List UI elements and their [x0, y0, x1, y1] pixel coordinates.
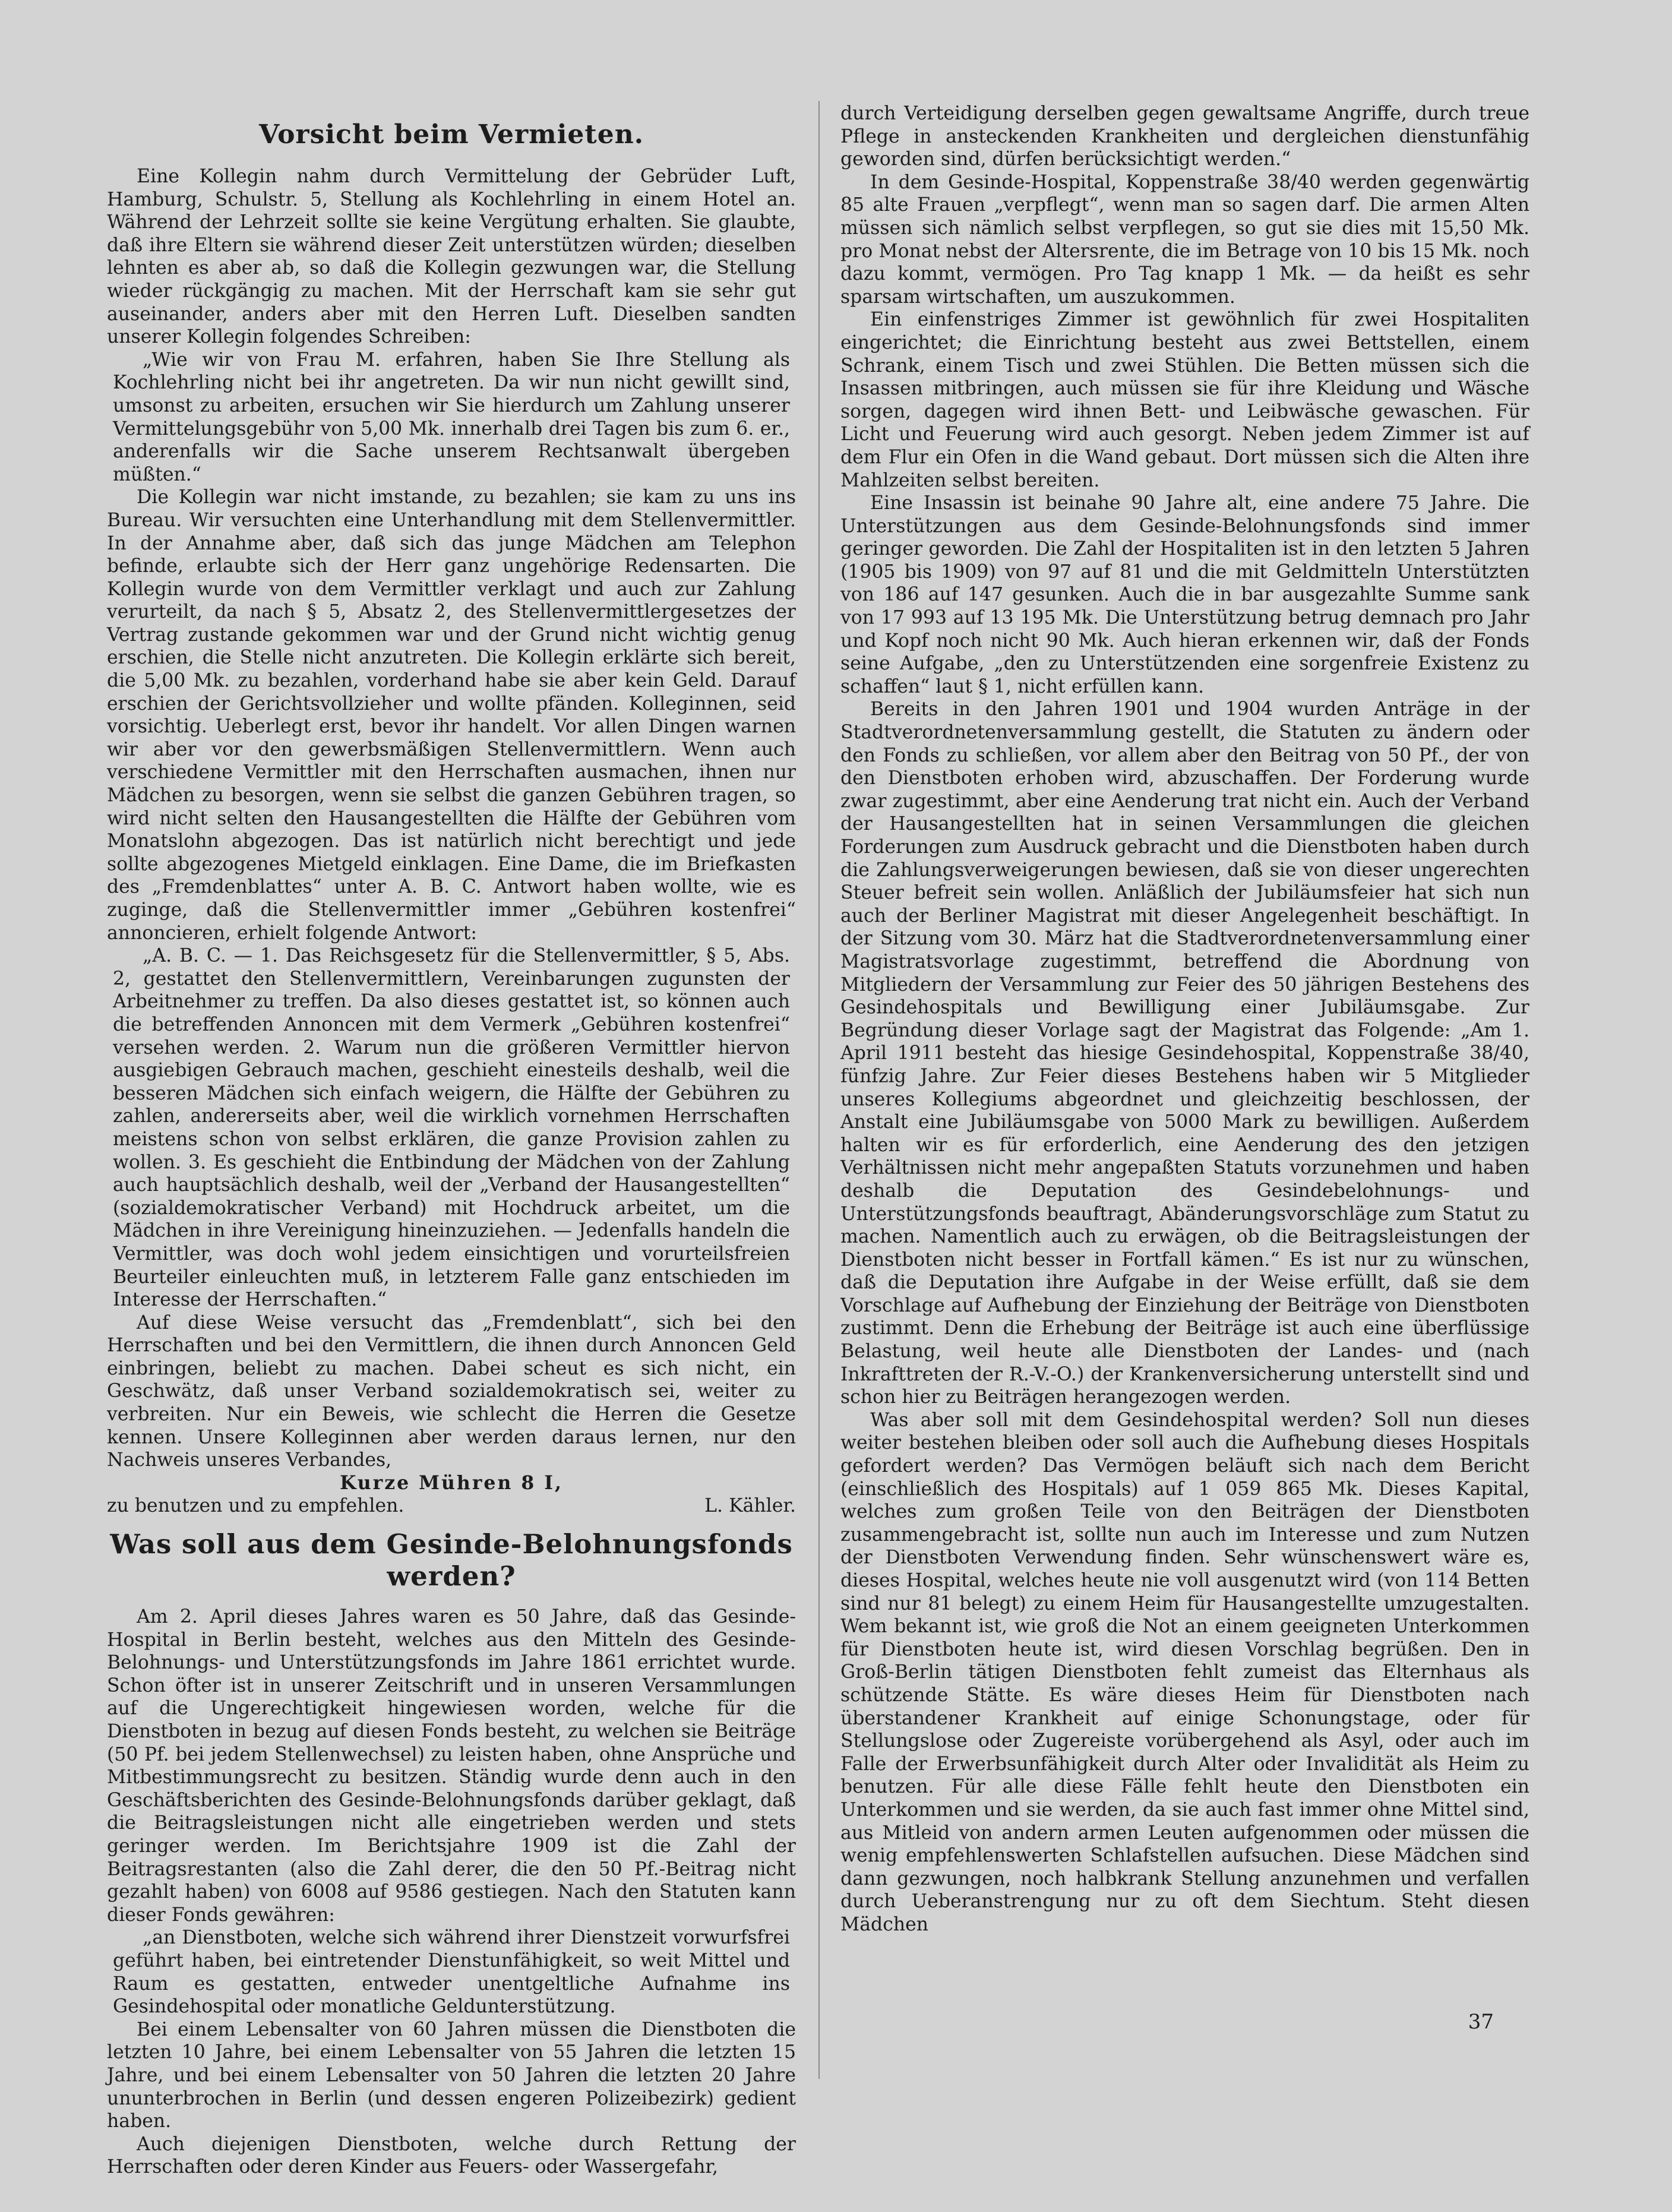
right-column	[840, 102, 1529, 1936]
article1-closing: zu benutzen und zu empfehlen.	[107, 1495, 404, 1517]
article2-paragraph: Was aber soll mit dem Gesindehospital werden? Soll nun dieses weiter bestehen bleiben oder soll auch die Aufhebung dieses Hospitals gefordert werden? Das Vermögen beläuft sich nach dem Bericht (einschließlich des Hospitals) auf 1 059 865 Mk. Dieses Kapital, welches zum großen Teile von den Beiträgen der Dienstboten zusammengebracht ist, sollte nun auch im Interesse und zum Nutzen der Dienstboten Verwendung finden. Sehr wünschenswert wäre es, dieses Hospital, welches heute nie voll ausgenutzt wird (von 114 Betten sind nur 81 belegt) zu einem Heim für Hausangestellte umzugestalten. Wem bekannt ist, wie groß die Not an einem geeigneten Unterkommen für Dienstboten heute ist, wird diesen Vorschlag begrüßen. Den in Groß-Berlin tätigen Dienstboten fehlt zumeist das Elternhaus als schützende Stätte. Es wäre dieses Heim für Dienstboten nach überstandener Krankheit auf einige Schonungstage, oder für Stellungslose oder Zugereiste vorübergehend als Asyl, oder auch im Falle der Erwerbsunfähigkeit durch Alter oder Invalidität als Heim zu benutzen. Für alle diese Fälle fehlt heute den Dienstboten ein Unterkommen und sie werden, da sie auch fast immer ohne Mittel sind, aus Mitleid von andern armen Leuten aufgenommen oder müssen die wenig empfehlenswerten Schlafstellen aufsuchen. Diese Mädchen sind dann gezwungen, noch halbkrank Stellung anzunehmen und verfallen durch Ueberanstrengung nur zu oft dem Siechtum. Steht diesen Mädchen	[840, 1409, 1529, 1935]
left-column	[107, 107, 796, 2179]
article2-paragraph: Am 2. April dieses Jahres waren es 50 Jahre, daß das Gesinde-Hospital in Berlin besteht, welches aus den Mitteln des Gesinde-Belohnungs- und Unterstützungsfonds im Jahre 1861 errichtet wurde. Schon öfter ist in unserer Zeitschrift und in unseren Versammlungen auf die Ungerechtigkeit hingewiesen worden, welche für die Dienstboten in bezug auf diesen Fonds besteht, zu welchen sie Beiträge (50 Pf. bei jedem Stellenwechsel) zu leisten haben, ohne Ansprüche und Mitbestimmungsrecht zu besitzen. Ständig wurde denn auch in den Geschäftsberichten des Gesinde-Belohnungsfonds darüber geklagt, daß die Beitragsleistungen nicht alle eingetrieben werden und stets geringer werden. Im Berichtsjahre 1909 ist die Zahl der Beitragsrestanten (also die Zahl derer, die den 50 Pf.-Beitrag nicht gezahlt haben) von 6008 auf 9586 gestiegen. Nach den Statuten kann dieser Fonds gewähren:	[107, 1606, 796, 1926]
article1-quote: „Wie wir von Frau M. erfahren, haben Sie Ihre Stellung als Kochlehrling nicht bei ihr angetreten. Da wir nun nicht gewillt sind, umsonst zu arbeiten, ersuchen wir Sie hierdurch um Zahlung unserer Vermittelungsgebühr von 5,00 Mk. innerhalb drei Tagen bis zum 6. er., anderenfalls wir die Sache unserem Rechtsanwalt übergeben müßten.“	[113, 349, 790, 485]
article1-quote: „A. B. C. — 1. Das Reichsgesetz für die Stellenvermittler, § 5, Abs. 2, gestattet den Stellenvermittlern, Vereinbarungen zugunsten der Arbeitnehmer zu treffen. Da also dieses gestattet ist, so können auch die betreffenden Annoncen mit dem Vermerk „Gebühren kostenfrei“ versehen werden. 2. Warum nun die größeren Vermittler hiervon ausgiebigen Gebrauch machen, geschieht einesteils deshalb, weil die besseren Mädchen sich einfach weigern, die Hälfte der Gebühren zu zahlen, andererseits aber, weil die wirklich vornehmen Herrschaften meistens schon von selbst erklären, die ganze Provision zahlen zu wollen. 3. Es geschieht die Entbindung der Mädchen von der Zahlung auch hauptsächlich deshalb, weil der „Verband der Hausangestellten“ (sozialdemokratischer Verband) mit Hochdruck arbeitet, um die Mädchen in ihre Vereinigung hineinzuziehen. — Jedenfalls handeln die Vermittler, was doch wohl jedem einsichtigen und vorurteilsfreien Beurteiler einleuchten muß, in letzterem Falle ganz entschieden im Interesse der Herrschaften.“	[113, 945, 790, 1311]
article1-author: L. Kähler.	[704, 1495, 796, 1517]
article2-paragraph: Bereits in den Jahren 1901 und 1904 wurden Anträge in der Stadtverordnetenversammlung gestellt, die Statuten zu ändern oder den Fonds zu schließen, vor allem aber den Beitrag von 50 Pf., der von den Dienstboten erhoben wird, abzuschaffen. Der Forderung wurde zwar zugestimmt, aber eine Aenderung trat nicht ein. Auch der Verband der Hausangestellten hat in seinen Versammlungen die gleichen Forderungen zum Ausdruck gebracht und die Dienstboten haben durch die Zahlungsverweigerungen bewiesen, daß sie von dieser ungerechten Steuer befreit sein wollen. Anläßlich der Jubiläumsfeier hat sich nun auch der Berliner Magistrat mit dieser Angelegenheit beschäftigt. In der Sitzung vom 30. März hat die Stadtverordnetenversammlung einer Magistratsvorlage zugestimmt, betreffend die Abordnung von Mitgliedern der Versammlung zur Feier des 50 jährigen Bestehens des Gesindehospitals und Bewilligung einer Jubiläumsgabe. Zur Begründung dieser Vorlage sagt der Magistrat das Folgende: „Am 1. April 1911 besteht das hiesige Gesindehospital, Koppenstraße 38/40, fünfzig Jahre. Zur Feier dieses Bestehens haben wir 5 Mitglieder unseres Kollegiums abgeordnet und gleichzeitig beschlossen, der Anstalt eine Jubiläumsgabe von 5000 Mark zu bewilligen. Außerdem halten wir es für erforderlich, eine Aenderung des den jetzigen Verhältnissen nicht mehr angepaßten Statuts vorzunehmen und haben deshalb die Deputation des Gesindebelohnungs- und Unterstützungsfonds beauftragt, Abänderungsvorschläge zum Statut zu machen. Namentlich auch zu erwägen, ob die Beitragsleistungen der Dienstboten nicht besser in Fortfall kämen.“ Es ist nur zu wünschen, daß die Deputation ihre Aufgabe in der Weise erfüllt, daß sie dem Vorschlage auf Aufhebung der Einziehung der Beiträge von Dienstboten zustimmt. Denn die Erhebung der Beiträge ist auch eine überflüssige Belastung, weil heute alle Dienstboten der Landes- und (nach Inkrafttreten der R.-V.-O.) der Krankenversicherung unterstellt sind und schon hier zu Beiträgen herangezogen werden.	[840, 699, 1529, 1408]
article2-paragraph: Ein einfenstriges Zimmer ist gewöhnlich für zwei Hospitaliten eingerichtet; die Einrichtung besteht aus zwei Bettstellen, einem Schrank, einem Tisch und zwei Stühlen. Die Betten müssen sich die Insassen mitbringen, auch müssen sie für ihre Kleidung und Wäsche sorgen, dagegen wird ihnen Bett- und Leibwäsche gewaschen. Für Licht und Feuerung wird auch gesorgt. Neben jedem Zimmer ist auf dem Flur ein Ofen in die Wand gebaut. Dort müssen sich die Alten ihre Mahlzeiten selbst bereiten.	[840, 309, 1529, 491]
article2-paragraph: Bei einem Lebensalter von 60 Jahren müssen die Dienstboten die letzten 10 Jahre, bei einem Lebensalter von 55 Jahren die letzten 15 Jahre, und bei einem Lebensalter von 50 Jahren die letzten 20 Jahre ununterbrochen in Berlin (und dessen engeren Polizeibezirk) gedient haben.	[107, 2018, 796, 2132]
article2-paragraph: Auch diejenigen Dienstboten, welche durch Rettung der Herrschaften oder deren Kinder aus Feuers- oder Wassergefahr,	[107, 2133, 796, 2178]
article2-title: Was soll aus dem Gesinde-Belohnungsfonds werden?	[110, 1528, 793, 1592]
article1-signature-row	[107, 1494, 796, 1518]
article1-paragraph: Die Kollegin war nicht imstande, zu bezahlen; sie kam zu uns ins Bureau. Wir versuchten eine Unterhandlung mit dem Stellenvermittler. In der Annahme aber, daß sich das junge Mädchen am Telephon befinde, erlaubte sich der Herr ganz ungehörige Redensarten. Die Kollegin wurde von dem Vermittler verklagt und auch zur Zahlung verurteilt, da nach § 5, Absatz 2, des Stellenvermittlergesetzes der Vertrag zustande gekommen war und der Grund nicht wichtig genug erschien, die Stelle nicht anzutreten. Die Kollegin erklärte sich bereit, die 5,00 Mk. zu bezahlen, vorderhand habe sie aber kein Geld. Darauf erschien der Gerichtsvollzieher und wollte pfänden. Kolleginnen, seid vorsichtig. Ueberlegt erst, bevor ihr handelt. Vor allen Dingen warnen wir aber vor den gewerbsmäßigen Stellenvermittlern. Wenn auch verschiedene Vermittler mit den Herrschaften ausmachen, ihnen nur Mädchen zu besorgen, wenn sie selbst die ganzen Gebühren tragen, so wird nicht selten den Hausangestellten die Hälfte der Gebühren vom Monatslohn abgezogen. Das ist natürlich nicht berechtigt und jede sollte abgezogenes Mietgeld einklagen. Eine Dame, die im Briefkasten des „Fremdenblattes“ unter A. B. C. Antwort haben wollte, wie es zuginge, daß die Stellenvermittler immer „Gebühren kostenfrei“ annoncieren, erhielt folgende Antwort:	[107, 486, 796, 944]
article2-paragraph: durch Verteidigung derselben gegen gewaltsame Angriffe, durch treue Pflege in ansteckenden Krankheiten und dergleichen dienstunfähig geworden sind, dürfen berücksichtigt werden.“	[840, 103, 1529, 170]
article1-paragraph: Auf diese Weise versucht das „Fremdenblatt“, sich bei den Herrschaften und bei den Vermittlern, die ihnen durch Annoncen Geld einbringen, beliebt zu machen. Dabei scheut es sich nicht, ein Geschwätz, daß unser Verband sozialdemokratisch sei, weiter zu verbreiten. Nur ein Beweis, wie schlecht die Herren die Gesetze kennen. Unsere Kolleginnen aber werden daraus lernen, nur den Nachweis unseres Verbandes,	[107, 1312, 796, 1471]
column-divider	[818, 101, 820, 2079]
page-number: 37	[1468, 2010, 1494, 2034]
article2-quote: „an Dienstboten, welche sich während ihrer Dienstzeit vorwurfsfrei geführt haben, bei eintretender Dienstunfähigkeit, so weit Mittel und Raum es gestatten, entweder unentgeltliche Aufnahme ins Gesindehospital oder monatliche Geldunterstützung.	[113, 1927, 790, 2018]
article1-address	[107, 1472, 796, 1495]
article1-title: Vorsicht beim Vermieten.	[258, 119, 644, 150]
article1-paragraph: Eine Kollegin nahm durch Vermittelung der Gebrüder Luft, Hamburg, Schulstr. 5, Stellung als Kochlehrling in einem Hotel an. Während der Lehrzeit sollte sie keine Vergütung erhalten. Sie glaubte, daß ihre Eltern sie während dieser Zeit unterstützen würden; dieselben lehnten es aber ab, so daß die Kollegin gezwungen war, die Stellung wieder rückgängig zu machen. Mit der Herrschaft kam sie sehr gut auseinander, anders aber mit den Herren Luft. Dieselben sandten unserer Kollegin folgendes Schreiben:	[107, 166, 796, 348]
article2-paragraph: In dem Gesinde-Hospital, Koppenstraße 38/40 werden gegenwärtig 85 alte Frauen „verpflegt“, wenn man so sagen darf. Die armen Alten müssen sich nämlich selbst verpflegen, so gut sie dies mit 15,50 Mk. pro Monat nebst der Altersrente, die im Betrage von 10 bis 15 Mk. noch dazu kommt, vermögen. Pro Tag knapp 1 Mk. — da heißt es sehr sparsam wirtschaften, um auszukommen.	[840, 171, 1529, 308]
address-text: Kurze Mühren 8 I,	[340, 1471, 563, 1494]
article2-paragraph: Eine Insassin ist beinahe 90 Jahre alt, eine andere 75 Jahre. Die Unterstützungen aus dem Gesinde-Belohnungsfonds sind immer geringer geworden. Die Zahl der Hospitaliten ist in den letzten 5 Jahren (1905 bis 1909) von 97 auf 81 und die mit Geldmitteln Unterstützten von 186 auf 147 gesunken. Auch die in bar ausgezahlte Summe sank von 17 993 auf 13 195 Mk. Die Unterstützung betrug demnach pro Jahr und Kopf noch nicht 90 Mk. Auch hieran erkennen wir, daß der Fonds seine Aufgabe, „den zu Unterstützenden eine sorgenfreie Existenz zu schaffen“ laut § 1, nicht erfüllen kann.	[840, 492, 1529, 697]
